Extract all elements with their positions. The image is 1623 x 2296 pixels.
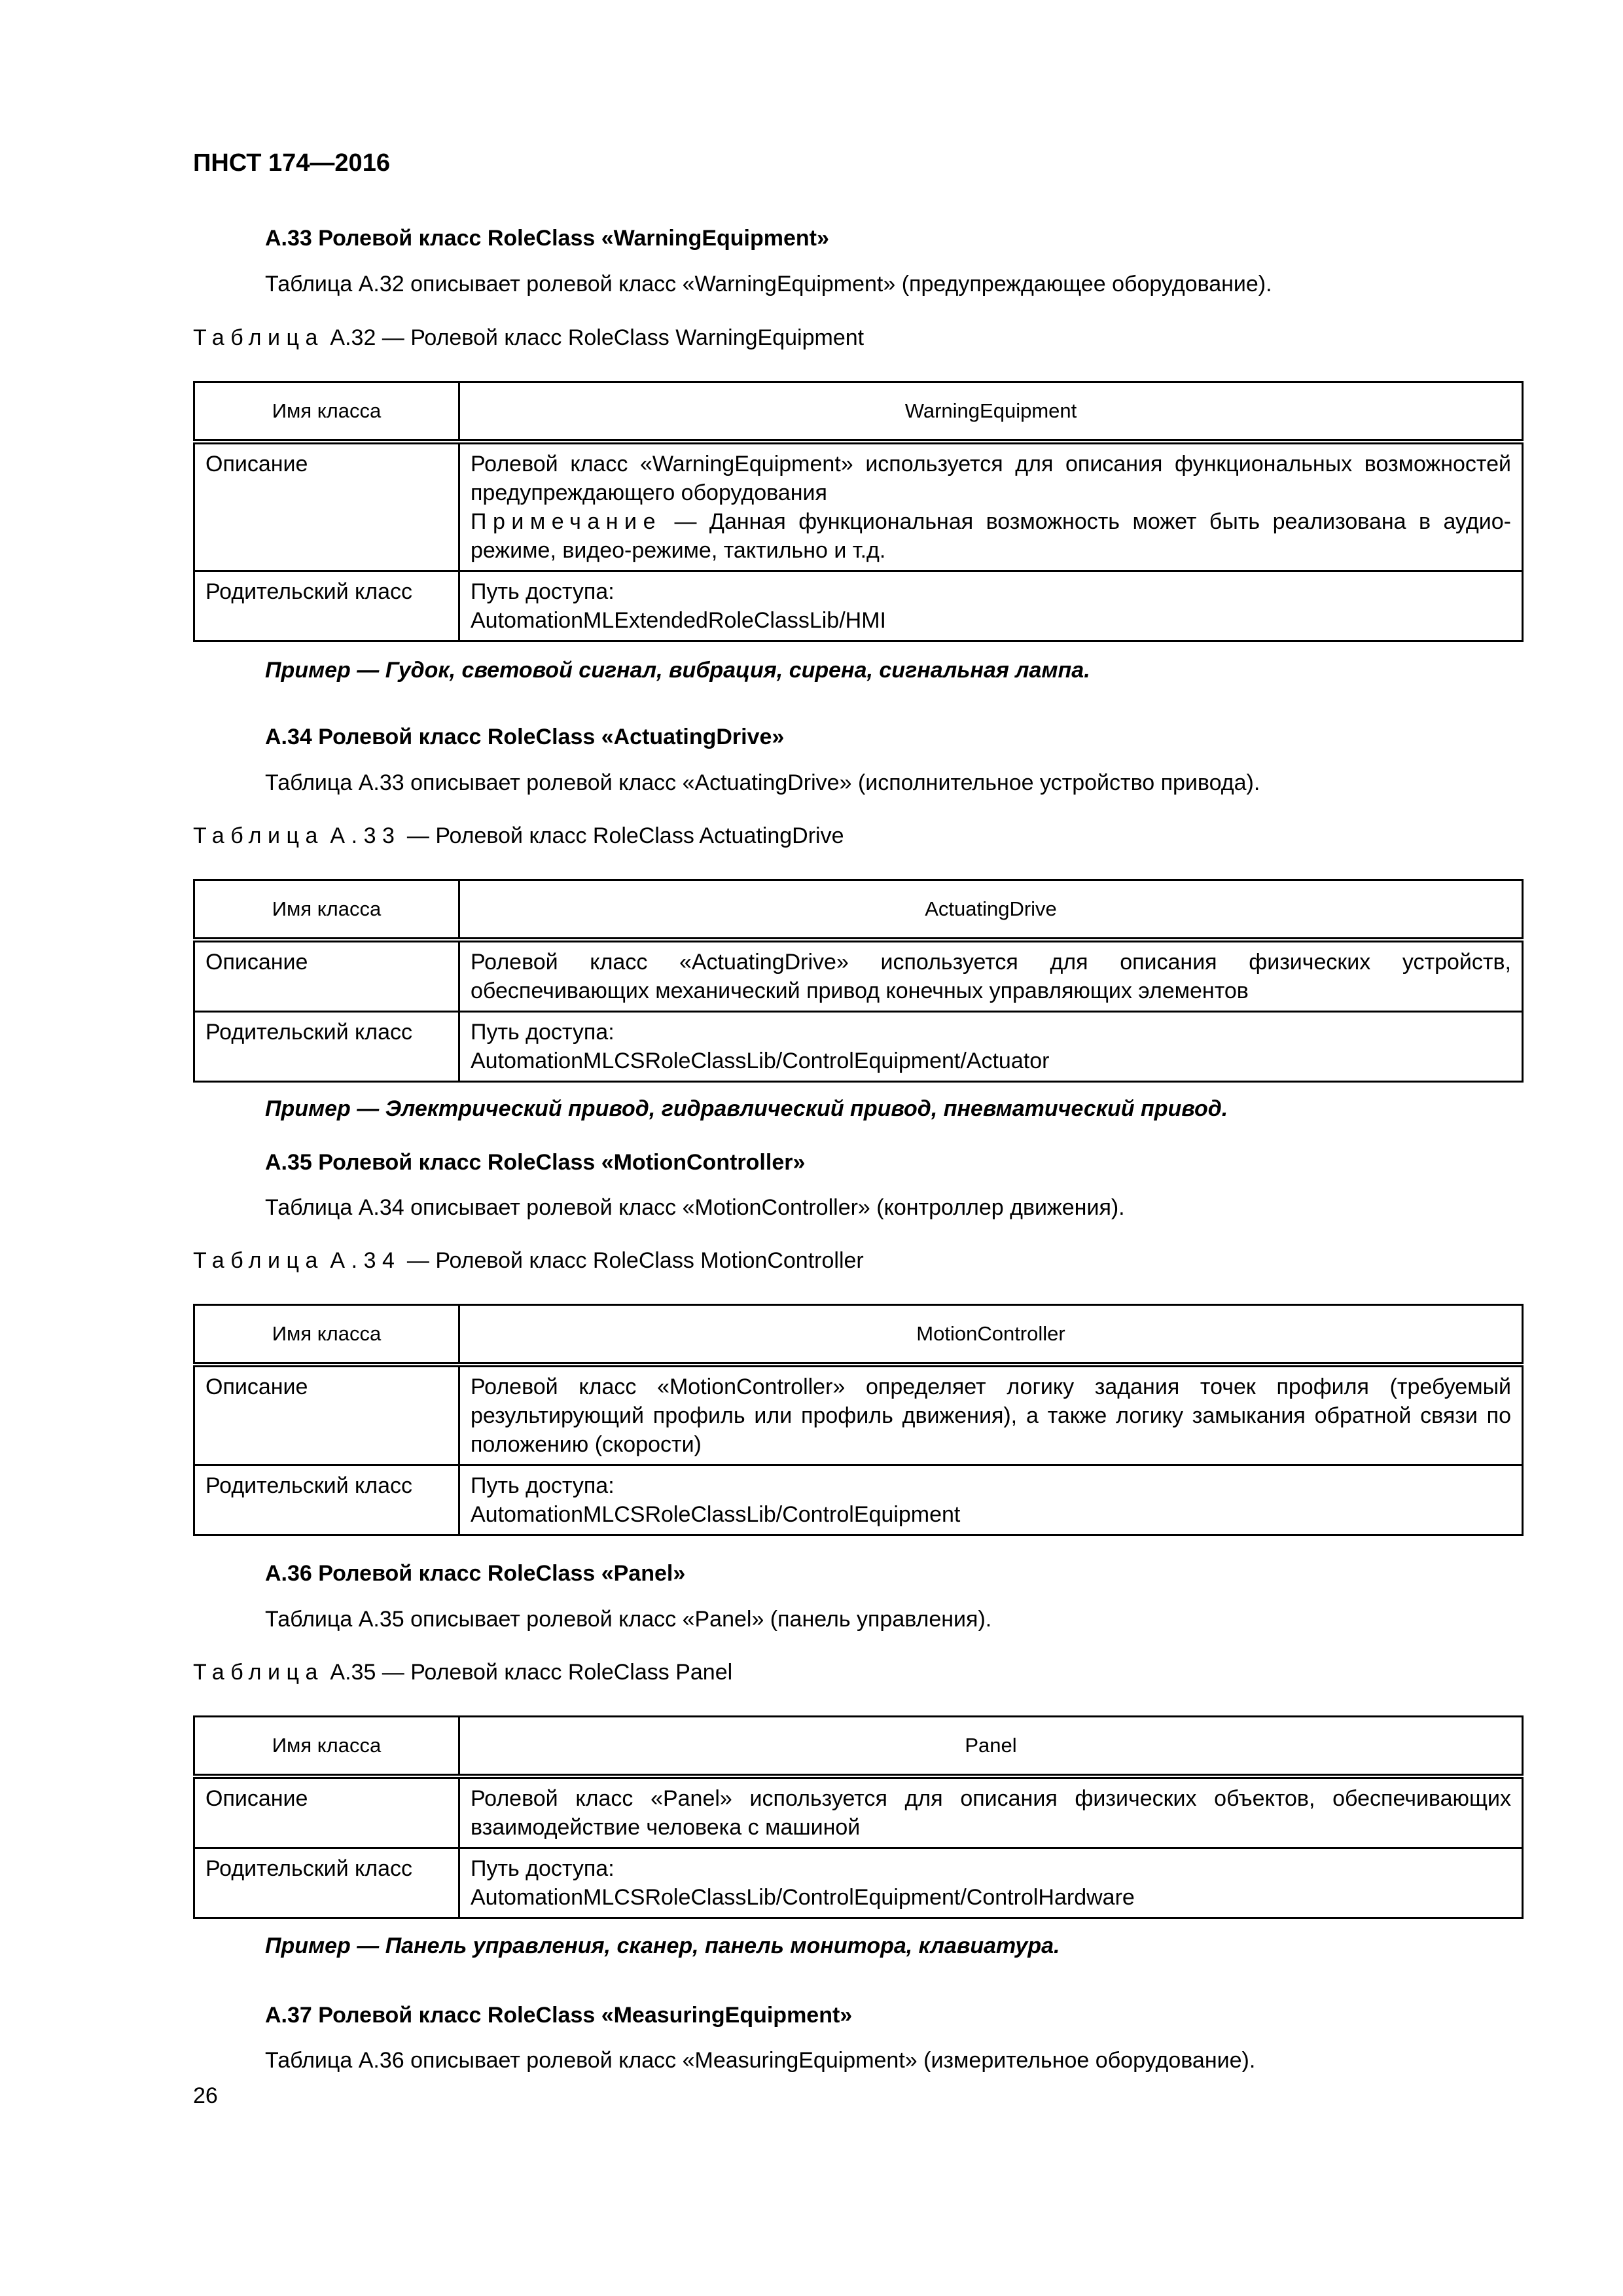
- table-header-row: [194, 1305, 1523, 1365]
- table-row-description: [194, 1365, 1523, 1465]
- example-a36: Пример — Панель управления, сканер, панель монитора, клавиатура.: [265, 1933, 1060, 1958]
- page-number: 26: [193, 2083, 218, 2108]
- note-text: [471, 507, 1511, 565]
- section-heading-a35: А.35 Ролевой класс RoleClass «MotionController»: [265, 1150, 806, 1175]
- caption-word: Таблица: [193, 1660, 324, 1685]
- parent-class-label: Родительский класс: [194, 1465, 459, 1535]
- section-intro-a33: Таблица А.32 описывает ролевой класс «WarningEquipment» (предупреждающее оборудование).: [265, 272, 1272, 296]
- access-path-value: AutomationMLCSRoleClassLib/ControlEquipment/Actuator: [471, 1049, 1050, 1073]
- caption-text: — Ролевой класс RoleClass ActuatingDrive: [401, 823, 844, 848]
- class-name-label: Имя класса: [194, 1305, 459, 1365]
- section-intro-a35: Таблица А.34 описывает ролевой класс «MotionController» (контроллер движения).: [265, 1195, 1125, 1220]
- caption-word: Таблица: [193, 823, 324, 848]
- description-cell: [459, 940, 1523, 1012]
- page-header: ПНСТ 174—2016: [193, 149, 390, 177]
- roleclass-table-a34: [193, 1304, 1524, 1536]
- roleclass-table-a32: [193, 381, 1524, 642]
- access-path-value: AutomationMLCSRoleClassLib/ControlEquipment: [471, 1502, 961, 1527]
- note-body: — Данная функциональная возможность может быть реализована в аудио-режиме, видео-режиме, тактильно и т.д.: [471, 509, 1511, 563]
- parent-class-cell: [459, 571, 1523, 641]
- table-header-row: [194, 1717, 1523, 1777]
- description-label: Описание: [194, 1776, 459, 1848]
- description-text: Ролевой класс «Panel» используется для описания физических объектов, обеспечивающих взаимодействие человека с машиной: [471, 1786, 1511, 1840]
- table-row-parent: [194, 571, 1523, 641]
- parent-class-cell: [459, 1465, 1523, 1535]
- section-heading-a36: А.36 Ролевой класс RoleClass «Panel»: [265, 1561, 686, 1586]
- parent-class-label: Родительский класс: [194, 1848, 459, 1918]
- description-cell: [459, 442, 1523, 571]
- table-header-row: [194, 880, 1523, 941]
- class-name-value: Panel: [459, 1717, 1523, 1777]
- table-caption-a35: [193, 1660, 732, 1685]
- class-name-value: WarningEquipment: [459, 382, 1523, 442]
- parent-class-label: Родительский класс: [194, 571, 459, 641]
- caption-word: Таблица: [193, 325, 324, 350]
- class-name-value: ActuatingDrive: [459, 880, 1523, 941]
- note-word: Примечание: [471, 509, 662, 534]
- access-path-label: Путь доступа:: [471, 1856, 615, 1881]
- access-path-label: Путь доступа:: [471, 579, 615, 604]
- table-row-parent: [194, 1012, 1523, 1082]
- caption-text: — Ролевой класс RoleClass MotionController: [401, 1248, 864, 1273]
- access-path-value: AutomationMLCSRoleClassLib/ControlEquipment/ControlHardware: [471, 1885, 1135, 1910]
- description-text: Ролевой класс «MotionController» определяет логику задания точек профиля (требуемый результирующий профиль или профиль движения), а также логику замыкания обратной связи по положению (скорости): [471, 1374, 1511, 1457]
- caption-text: — Ролевой класс RoleClass WarningEquipment: [376, 325, 865, 350]
- description-label: Описание: [194, 1365, 459, 1465]
- caption-word: Таблица: [193, 1248, 324, 1273]
- table-caption-a33: [193, 823, 844, 849]
- example-a33: Пример — Гудок, световой сигнал, вибрация, сирена, сигнальная лампа.: [265, 658, 1090, 683]
- roleclass-table-a35: [193, 1715, 1524, 1919]
- roleclass-table-a33: [193, 879, 1524, 1083]
- class-name-label: Имя класса: [194, 1717, 459, 1777]
- table-row-parent: [194, 1848, 1523, 1918]
- parent-class-label: Родительский класс: [194, 1012, 459, 1082]
- access-path-label: Путь доступа:: [471, 1020, 615, 1045]
- example-a34: Пример — Электрический привод, гидравлический привод, пневматический привод.: [265, 1096, 1228, 1121]
- table-row-description: [194, 442, 1523, 571]
- parent-class-cell: [459, 1012, 1523, 1082]
- table-row-description: [194, 940, 1523, 1012]
- section-heading-a34: А.34 Ролевой класс RoleClass «ActuatingDrive»: [265, 725, 785, 749]
- description-label: Описание: [194, 940, 459, 1012]
- caption-number: А.32: [330, 325, 376, 350]
- description-label: Описание: [194, 442, 459, 571]
- caption-number: А.33: [330, 823, 401, 848]
- caption-number: А.35: [330, 1660, 376, 1685]
- description-text: Ролевой класс «ActuatingDrive» используется для описания физических устройств, обеспечивающих механический привод конечных управляющих элементов: [471, 950, 1511, 1003]
- section-intro-a36: Таблица А.35 описывает ролевой класс «Panel» (панель управления).: [265, 1607, 992, 1632]
- class-name-label: Имя класса: [194, 880, 459, 941]
- description-cell: [459, 1776, 1523, 1848]
- table-header-row: [194, 382, 1523, 442]
- table-row-parent: [194, 1465, 1523, 1535]
- description-text: Ролевой класс «WarningEquipment» используется для описания функциональных возможностей предупреждающего оборудования: [471, 452, 1511, 505]
- access-path-value: AutomationMLExtendedRoleClassLib/HMI: [471, 608, 886, 633]
- table-caption-a32: [193, 325, 864, 351]
- parent-class-cell: [459, 1848, 1523, 1918]
- section-intro-a37: Таблица А.36 описывает ролевой класс «MeasuringEquipment» (измерительное оборудование).: [265, 2048, 1256, 2073]
- section-heading-a37: А.37 Ролевой класс RoleClass «MeasuringEquipment»: [265, 2003, 853, 2028]
- section-heading-a33: А.33 Ролевой класс RoleClass «WarningEquipment»: [265, 226, 829, 251]
- section-intro-a34: Таблица А.33 описывает ролевой класс «ActuatingDrive» (исполнительное устройство привода).: [265, 770, 1260, 795]
- class-name-label: Имя класса: [194, 382, 459, 442]
- description-cell: [459, 1365, 1523, 1465]
- access-path-label: Путь доступа:: [471, 1473, 615, 1498]
- table-caption-a34: [193, 1248, 864, 1274]
- caption-number: А.34: [330, 1248, 401, 1273]
- caption-text: — Ролевой класс RoleClass Panel: [376, 1660, 733, 1685]
- class-name-value: MotionController: [459, 1305, 1523, 1365]
- table-row-description: [194, 1776, 1523, 1848]
